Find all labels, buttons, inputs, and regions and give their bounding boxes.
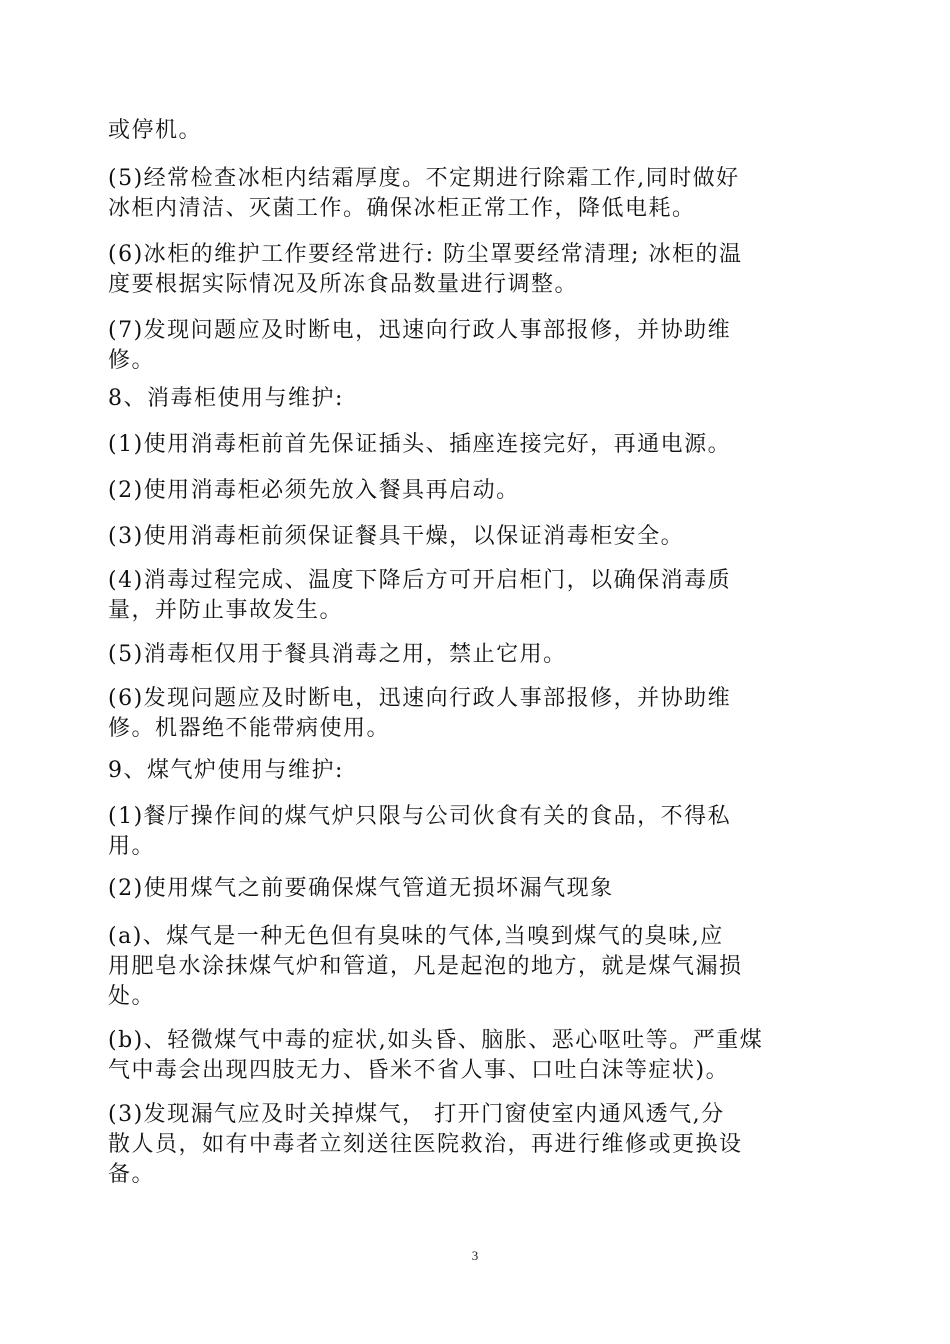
text-line: 散人员，如有中毒者立刻送往医院救治，再进行维修或更换设: [108, 1132, 743, 1157]
text-line: 备。: [108, 1162, 156, 1187]
text-line: (1)餐厅操作间的煤气炉只限与公司伙食有关的食品，不得私: [108, 804, 732, 829]
text-line: 8、消毒柜使用与维护:: [108, 386, 344, 411]
text-line: 量，并防止事故发生。: [108, 598, 344, 623]
text-line: 修。: [108, 348, 156, 373]
text-line: 气中毒会出现四肢无力、昏米不省人事、口吐白沫等症状)。: [108, 1058, 730, 1083]
text-line: 冰柜内清洁、灭菌工作。确保冰柜正常工作，降低电耗。: [108, 196, 696, 221]
paragraph-fridge-maintenance: [108, 240, 808, 300]
text-line: 度要根据实际情况及所冻食品数量进行调整。: [108, 272, 579, 297]
text-line: 9、煤气炉使用与维护:: [108, 758, 344, 783]
paragraph-sterilizer-5: [108, 640, 808, 670]
text-line: (5)消毒柜仅用于餐具消毒之用，禁止它用。: [108, 642, 567, 667]
text-line: (1)使用消毒柜前首先保证插头、插座连接完好，再通电源。: [108, 432, 732, 457]
section-heading-gas-stove: [108, 756, 808, 786]
paragraph-gas-2: [108, 874, 808, 904]
section-heading-sterilizer: [108, 384, 808, 414]
text-line: 用。: [108, 834, 156, 859]
paragraph-gas-1: [108, 802, 808, 862]
text-line: (6)发现问题应及时断电，迅速向行政人事部报修，并协助维: [108, 686, 732, 711]
paragraph-gas-a: [108, 922, 808, 1012]
paragraph-sterilizer-4: [108, 566, 808, 626]
text-line: (6)冰柜的维护工作要经常进行: 防尘罩要经常清理; 冰柜的温: [108, 242, 743, 267]
text-line: (2)使用煤气之前要确保煤气管道无损坏漏气现象: [108, 876, 614, 901]
text-line: (b)、轻微煤气中毒的症状,如头昏、脑胀、恶心呕吐等。严重煤: [108, 1028, 764, 1053]
text-line: (a)、煤气是一种无色但有臭味的气体,当嗅到煤气的臭味,应: [108, 924, 724, 949]
paragraph-sterilizer-2: [108, 476, 808, 506]
text-line: (5)经常检查冰柜内结霜厚度。不定期进行除霜工作,同时做好: [108, 166, 740, 191]
text-line: 用肥皂水涂抹煤气炉和管道，凡是起泡的地方，就是煤气漏损: [108, 954, 743, 979]
page-number: 3: [471, 1248, 479, 1263]
paragraph-sterilizer-3: [108, 522, 808, 552]
paragraph-gas-3: [108, 1100, 808, 1190]
text-line: 处。: [108, 984, 156, 1009]
text-line: (3)发现漏气应及时关掉煤气， 打开门窗使室内通风透气,分: [108, 1102, 725, 1127]
paragraph-continuation: [108, 116, 808, 146]
paragraph-sterilizer-6: [108, 684, 808, 744]
text-line: (4)消毒过程完成、温度下降后方可开启柜门，以确保消毒质: [108, 568, 732, 593]
paragraph-gas-b: [108, 1026, 808, 1086]
text-line: (2)使用消毒柜必须先放入餐具再启动。: [108, 478, 520, 503]
paragraph-fridge-defrost: [108, 164, 808, 224]
text-line: (3)使用消毒柜前须保证餐具干燥，以保证消毒柜安全。: [108, 524, 685, 549]
paragraph-fridge-report: [108, 316, 808, 376]
text-line: 或停机。: [108, 118, 203, 143]
text-line: (7)发现问题应及时断电，迅速向行政人事部报修，并协助维: [108, 318, 732, 343]
paragraph-sterilizer-1: [108, 430, 808, 460]
text-line: 修。机器绝不能带病使用。: [108, 716, 391, 741]
